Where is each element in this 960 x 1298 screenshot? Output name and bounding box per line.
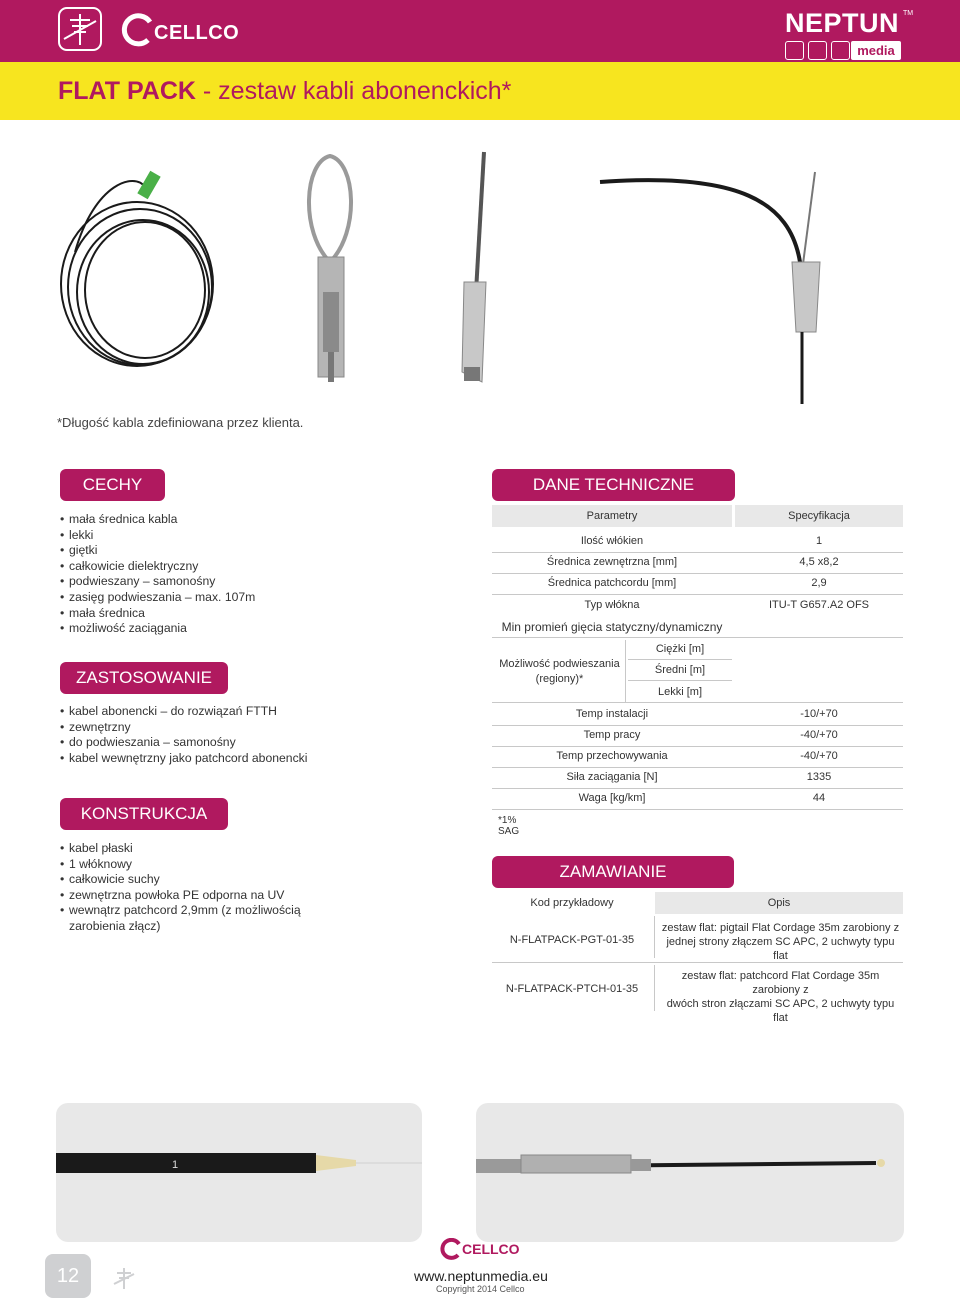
pull-force-value: 1335 (806, 771, 832, 783)
row-divider (492, 725, 903, 726)
row-divider (492, 594, 903, 595)
clamped-cable-photo (476, 1103, 904, 1242)
cellco-swirl-icon (120, 13, 154, 47)
row-divider (492, 637, 903, 638)
footer-url[interactable]: www.neptunmedia.eu (414, 1268, 548, 1284)
section-zamawianie: ZAMAWIANIE (492, 856, 734, 888)
temp-label: Temp pracy (583, 729, 641, 741)
row-divider (628, 659, 732, 660)
wedge-clamp-photo (440, 142, 510, 404)
row-divider (492, 788, 903, 789)
cellco-swirl-icon (440, 1238, 462, 1260)
row-divider (492, 962, 903, 963)
col-header-specyfikacja: Specyfikacja (735, 505, 903, 527)
list-item: • lekki (60, 528, 255, 544)
page-title: FLAT PACK - zestaw kabli abonenckich* (58, 77, 512, 105)
list-item: • wewnątrz patchcord 2,9mm (z możliwością zarobienia złącz) (60, 903, 320, 934)
list-item: • 1 włóknowy (60, 857, 320, 873)
param-label: Ilość włókien (580, 535, 644, 547)
order-desc: zestaw flat: pigtail Flat Cordage 35m zarobiony z jednej strony złączem SC APC, 2 uchwyty typu flat (661, 922, 900, 962)
section-cechy: CECHY (60, 469, 165, 501)
order-code: N-FLATPACK-PGT-01-35 (509, 934, 635, 946)
param-value: 4,5 x8,2 (799, 556, 839, 568)
list-item: • giętki (60, 543, 255, 559)
phone-icon (785, 41, 804, 60)
row-divider (492, 573, 903, 574)
order-code: N-FLATPACK-PTCH-01-35 (505, 983, 639, 995)
temp-label: Temp przechowywania (556, 750, 668, 762)
col-header-code: Kod przykładowy (492, 892, 652, 914)
hang-heavy-label: Ciężki [m] (655, 643, 705, 655)
length-footnote: *Długość kabla zdefiniowana przez klienta. (57, 415, 304, 430)
hang-label: Możliwość podwieszania (regiony)* (499, 658, 620, 685)
col-header-desc: Opis (655, 892, 903, 914)
row-divider (492, 767, 903, 768)
param-value: 1 (815, 535, 823, 547)
list-item: • zewnętrzna powłoka PE odporna na UV (60, 888, 320, 904)
bend-radius-label: Min promień gięcia statyczny/dynamiczny (501, 620, 723, 634)
utility-pole-icon (58, 7, 102, 51)
temp-value: -40/+70 (800, 750, 838, 762)
header-bar (0, 0, 960, 62)
param-value: ITU-T G657.A2 OFS (768, 599, 870, 611)
neptun-icons (785, 41, 850, 60)
list-item: • kabel wewnętrzny jako patchcord abonencki (60, 751, 307, 767)
temp-value: -40/+70 (800, 729, 838, 741)
param-label: Typ włókna (584, 599, 640, 611)
cechy-list (60, 512, 255, 637)
konstrukcja-list (60, 841, 320, 935)
col-divider (654, 916, 655, 958)
row-divider (492, 746, 903, 747)
weight-label: Waga [kg/km] (578, 792, 646, 804)
list-item: • całkowicie suchy (60, 872, 320, 888)
section-zastosowanie: ZASTOSOWANIE (60, 662, 228, 694)
cable-clamp-photo (290, 142, 370, 404)
cellco-footer-logo (440, 1236, 520, 1264)
pull-force-label: Siła zaciągania [N] (566, 771, 658, 783)
temp-label: Temp instalacji (575, 708, 649, 720)
temp-value: -10/+70 (800, 708, 838, 720)
list-item: • całkowicie dielektryczny (60, 559, 255, 575)
cellco-brand: CELLCO (154, 22, 240, 44)
list-item: • kabel abonencki – do rozwiązań FTTH (60, 704, 307, 720)
param-label: Średnica zewnętrzna [mm] (546, 556, 678, 568)
sag-note: *1% SAG (498, 815, 520, 837)
neptun-tm: TM (903, 10, 914, 17)
neptun-brand: NEPTUN (785, 8, 900, 38)
neptun-logo (785, 8, 914, 60)
utility-pole-footer-icon (112, 1266, 136, 1290)
section-konstrukcja: KONSTRUKCJA (60, 798, 228, 830)
flat-cable-photo (56, 1103, 422, 1242)
zastosowanie-list (60, 704, 307, 766)
list-item: • zasięg podwieszania – max. 107m (60, 590, 255, 606)
cellco-logo (58, 7, 308, 55)
list-item: • podwieszany – samonośny (60, 574, 255, 590)
section-dane-techniczne: DANE TECHNICZNE (492, 469, 735, 501)
neptun-media-badge: media (851, 41, 901, 60)
col-header-parametry: Parametry (492, 505, 732, 527)
laptop-icon (831, 41, 850, 60)
cable-coil-photo (55, 142, 225, 404)
monitor-icon (808, 41, 827, 60)
order-desc: zestaw flat: patchcord Flat Cordage 35m zarobiony z dwóch stron złączami SC APC, 2 uchwyty typu flat (666, 970, 895, 1024)
row-divider (492, 809, 903, 810)
cable-mark: 1 (172, 1159, 179, 1171)
row-divider (492, 702, 903, 703)
param-value: 2,9 (811, 577, 827, 589)
page-number: 12 (45, 1254, 91, 1298)
row-divider (628, 680, 732, 681)
list-item: • do podwieszania – samonośny (60, 735, 307, 751)
list-item: • mała średnica (60, 606, 255, 622)
hang-light-label: Lekki [m] (657, 686, 702, 698)
installed-cable-photo (590, 142, 870, 404)
row-divider (492, 552, 903, 553)
col-divider (654, 965, 655, 1011)
hang-medium-label: Średni [m] (654, 664, 706, 676)
col-divider (625, 640, 626, 702)
list-item: • zewnętrzny (60, 720, 307, 736)
weight-value: 44 (812, 792, 826, 804)
list-item: • możliwość zaciągania (60, 621, 255, 637)
cellco-footer-brand: CELLCO (462, 1241, 520, 1257)
list-item: • kabel płaski (60, 841, 320, 857)
list-item: • mała średnica kabla (60, 512, 255, 528)
param-label: Średnica patchcordu [mm] (547, 577, 677, 589)
footer-copyright: Copyright 2014 Cellco (436, 1284, 525, 1294)
title-banner (0, 62, 960, 120)
